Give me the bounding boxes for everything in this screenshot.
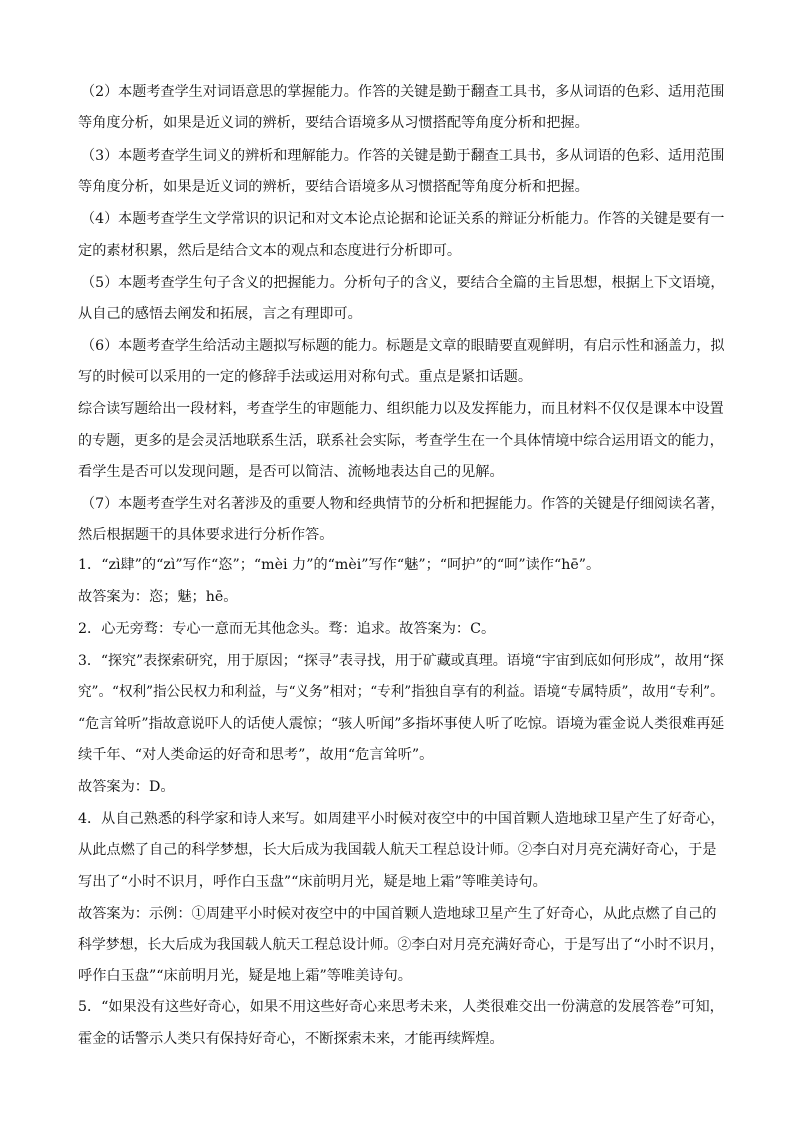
paragraph-line: 写的时候可以采用的一定的修辞手法或运用对称句式。重点是紧扣话题。 xyxy=(78,369,533,385)
paragraph-line: 故答案为：D。 xyxy=(78,779,175,795)
paragraph-line: 看学生是否可以发现问题，是否可以简洁、流畅地表达自己的见解。 xyxy=(78,464,504,480)
paragraph-line: 等角度分析，如果是近义词的辨析，要结合语境多从习惯搭配等角度分析和把握。 xyxy=(78,115,589,131)
paragraph-line: 3．“探究”表探索研究，用于原因；“探寻”表寻找，用于矿藏或真理。语境“宇宙到底如何形成”，故用“探 xyxy=(78,653,724,669)
paragraph-line: 2．心无旁骛：专心一意而无其他念头。骛：追求。故答案为：C。 xyxy=(78,621,496,637)
paragraph-line: 从此点燃了自己的科学梦想，长大后成为我国载人航天工程总设计师。②李白对月亮充满好奇心，于是 xyxy=(78,842,717,858)
paragraph-line: （5）本题考查学生句子含义的把握能力。分析句子的含义，要结合全篇的主旨思想，根据上下文语境， xyxy=(81,275,725,291)
paragraph-line: 故答案为：示例：①周建平小时候对夜空中的中国首颗人造地球卫星产生了好奇心，从此点燃了自己的 xyxy=(78,906,717,922)
paragraph-line: 1．“zì肆”的“zì”写作“恣”；“mèi 力”的“mèi”写作“魅”；“呵护”的“呵”读作“hē”。 xyxy=(78,557,601,573)
paragraph-line: 霍金的话警示人类只有保持好奇心，不断探索未来，才能再续辉煌。 xyxy=(78,1031,504,1047)
paragraph-line: 续千年、“对人类命运的好奇和思考”，故用“危言耸听”。 xyxy=(78,747,434,763)
paragraph-line: （4）本题考查学生文学常识的识记和对文本论点论据和论证关系的辩证分析能力。作答的关键是要有一 xyxy=(81,211,725,227)
paragraph-line: （2）本题考查学生对词语意思的掌握能力。作答的关键是勤于翻查工具书，多从词语的色彩、适用范围 xyxy=(81,84,725,100)
paragraph-line: 科学梦想，长大后成为我国载人航天工程总设计师。②李白对月亮充满好奇心，于是写出了“小时不识月， xyxy=(78,937,724,953)
paragraph-line: 等角度分析，如果是近义词的辨析，要结合语境多从习惯搭配等角度分析和把握。 xyxy=(78,179,589,195)
paragraph-line: （6）本题考查学生给活动主题拟写标题的能力。标题是文章的眼睛要直观鲜明，有启示性和涵盖力，拟 xyxy=(81,338,725,354)
paragraph-line: 从自己的感悟去阐发和拓展，言之有理即可。 xyxy=(78,306,362,322)
paragraph-line: 定的素材积累，然后是结合文本的观点和态度进行分析即可。 xyxy=(78,243,462,259)
paragraph-line: 4．从自己熟悉的科学家和诗人来写。如周建平小时候对夜空中的中国首颗人造地球卫星产生了好奇心， xyxy=(78,811,725,827)
paragraph-line: 5．“如果没有这些好奇心，如果不用这些好奇心来思考未来，人类很难交出一份满意的发展答卷”可知， xyxy=(78,999,724,1015)
paragraph-line: （7）本题考查学生对名著涉及的重要人物和经典情节的分析和把握能力。作答的关键是仔细阅读名著， xyxy=(81,496,725,512)
paragraph-line: 故答案为：恣；魅；hē。 xyxy=(78,589,238,605)
paragraph-line: 综合读写题给出一段材料，考查学生的审题能力、组织能力以及发挥能力，而且材料不仅仅是课本中设置 xyxy=(78,401,724,417)
paragraph-line: “危言耸听”指故意说吓人的话使人震惊；“骇人听闻”多指坏事使人听了吃惊。语境为霍金说人类很难再延 xyxy=(78,716,725,732)
paragraph-line: 然后根据题干的具体要求进行分析作答。 xyxy=(78,527,334,543)
paragraph-line: 的专题，更多的是会灵活地联系生活，联系社会实际，考查学生在一个具体情境中综合运用语文的能力， xyxy=(78,433,724,449)
paragraph-line: 写出了“小时不识月，呼作白玉盘”“床前明月光，疑是地上霜”等唯美诗句。 xyxy=(78,874,547,890)
paragraph-line: 究”。“权利”指公民权力和利益，与“义务”相对；“专利”指独自享有的利益。语境“专属特质”，故用“专利”。 xyxy=(78,684,724,700)
paragraph-line: 呼作白玉盘”“床前明月光，疑是地上霜”等唯美诗句。 xyxy=(78,968,412,984)
paragraph-line: （3）本题考查学生词义的辨析和理解能力。作答的关键是勤于翻查工具书，多从词语的色彩、适用范围 xyxy=(81,148,725,164)
